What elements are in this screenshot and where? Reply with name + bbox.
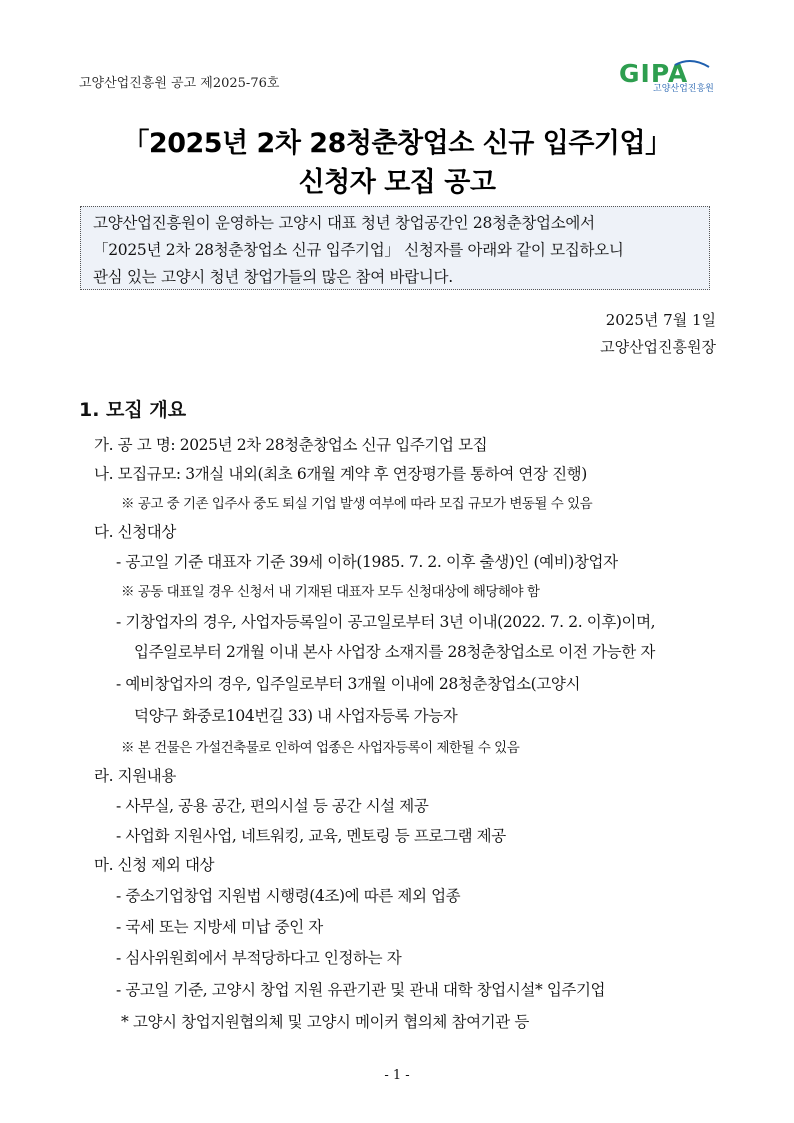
note-scale-change: ※ 공고 중 기존 입주사 중도 퇴실 기업 발생 여부에 따라 모집 규모가 변동될 수 있음: [121, 496, 593, 512]
notice-number: 고양산업진흥원 공고 제2025-76호: [79, 76, 280, 91]
intro-box: [80, 206, 710, 290]
exclusion-tax: - 국세 또는 지방세 미납 중인 자: [116, 918, 323, 936]
note-joint-representative: ※ 공동 대표일 경우 신청서 내 기재된 대표자 모두 신청대상에 해당해야 함: [121, 584, 540, 600]
eligibility-pre-startup-cont: 덕양구 화중로104번길 33) 내 사업자등록 가능자: [134, 707, 458, 725]
note-building-restriction: ※ 본 건물은 가설건축물로 인하여 업종은 사업자등록이 제한될 수 있음: [121, 740, 520, 756]
item-exclusions: 마. 신청 제외 대상: [94, 856, 215, 874]
logo-caption: 고양산업진흥원: [653, 84, 714, 92]
support-program: - 사업화 지원사업, 네트워킹, 교육, 멘토링 등 프로그램 제공: [116, 827, 506, 845]
exclusion-existing-tenant: - 공고일 기준, 고양시 창업 지원 유관기관 및 관내 대학 창업시설* 입주기업: [116, 981, 606, 999]
section-heading: 1. 모집 개요: [79, 399, 187, 421]
eligibility-existing-startup: - 기창업자의 경우, 사업자등록일이 공고일로부터 3년 이내(2022. 7. 2. 이후)이며,: [116, 613, 656, 631]
eligibility-age: - 공고일 기준 대표자 기준 39세 이하(1985. 7. 2. 이후 출생)인 (예비)창업자: [116, 553, 618, 571]
exclusion-industry: - 중소기업창업 지원법 시행령(4조)에 따른 제외 업종: [116, 887, 461, 905]
issue-date: 2025년 7월 1일: [605, 311, 716, 329]
eligibility-pre-startup: - 예비창업자의 경우, 입주일로부터 3개월 이내에 28청춘창업소(고양시: [116, 675, 581, 693]
item-eligibility: 다. 신청대상: [94, 523, 176, 541]
item-recruit-scale: 나. 모집규모: 3개실 내외(최초 6개월 계약 후 연장평가를 통하여 연장 진행): [94, 465, 587, 483]
organization-logo: [617, 58, 729, 92]
logo-letters: GIPA: [619, 59, 689, 88]
title-line-1: 「2025년 2차 28청춘창업소 신규 입주기업」: [122, 128, 672, 159]
item-support: 라. 지원내용: [94, 767, 176, 785]
intro-line-2: 「2025년 2차 28청춘창업소 신규 입주기업」 신청자를 아래와 같이 모집하오니: [93, 241, 624, 259]
note-participating-orgs: * 고양시 창업지원협의체 및 고양시 메이커 협의체 참여기관 등: [121, 1013, 529, 1031]
issuer: 고양산업진흥원장: [600, 338, 716, 356]
intro-line-3: 관심 있는 고양시 청년 창업가들의 많은 참여 바랍니다.: [93, 268, 453, 286]
title-line-2: 신청자 모집 공고: [298, 167, 496, 198]
page-number: - 1 -: [384, 1068, 410, 1083]
exclusion-committee: - 심사위원회에서 부적당하다고 인정하는 자: [116, 949, 402, 967]
support-space: - 사무실, 공용 공간, 편의시설 등 공간 시설 제공: [116, 797, 429, 815]
intro-line-1: 고양산업진흥원이 운영하는 고양시 대표 청년 창업공간인 28청춘창업소에서: [93, 214, 595, 232]
eligibility-existing-startup-cont: 입주일로부터 2개월 이내 본사 사업장 소재지를 28청춘창업소로 이전 가능한 자: [134, 643, 655, 661]
gipa-logo-icon: [617, 58, 729, 92]
item-notice-name: 가. 공 고 명: 2025년 2차 28청춘창업소 신규 입주기업 모집: [94, 436, 488, 454]
